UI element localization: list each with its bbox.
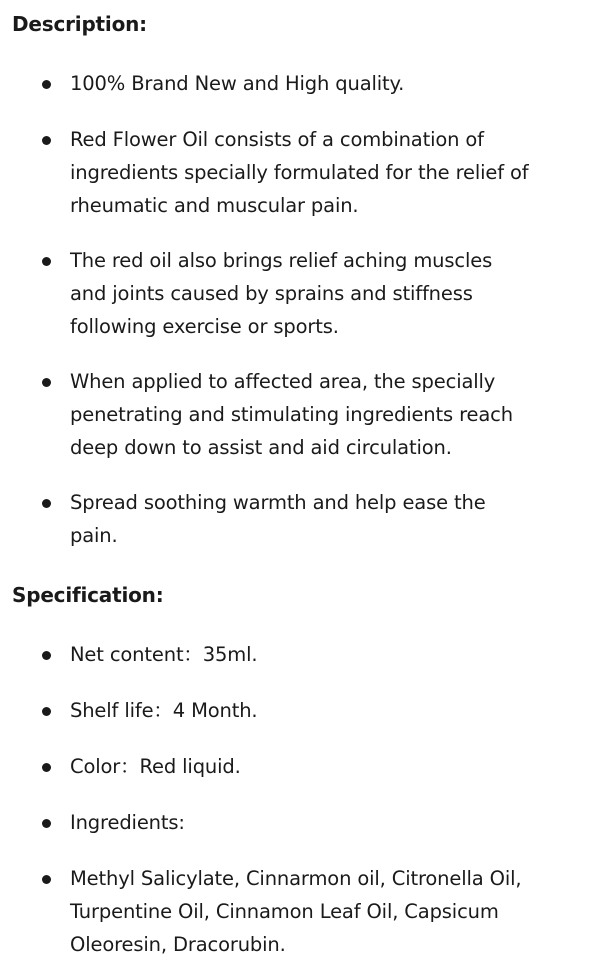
bullet-icon <box>42 136 51 145</box>
item-line: deep down to assist and aid circulation. <box>70 436 452 459</box>
item-line: penetrating and stimulating ingredients reach <box>70 403 513 426</box>
item-line: When applied to affected area, the specially <box>70 370 496 393</box>
item-text <box>70 244 582 343</box>
bullet-icon <box>42 378 51 387</box>
item-text <box>70 67 582 100</box>
item-line: Red Flower Oil consists of a combination of <box>70 128 484 151</box>
item-text <box>70 638 582 671</box>
bullet-icon <box>42 707 51 716</box>
bullet-icon <box>42 257 51 266</box>
bullet-icon <box>42 875 51 884</box>
item-text <box>70 806 582 839</box>
item-text <box>70 486 582 552</box>
item-line: Spread soothing warmth and help ease the <box>70 491 486 514</box>
item-text <box>70 365 582 464</box>
item-text <box>70 862 582 961</box>
item-line: Shelf life：4 Month. <box>70 699 258 722</box>
item-line: pain. <box>70 524 118 547</box>
item-line: Methyl Salicylate, Cinnarmon oil, Citronella Oil, <box>70 867 522 890</box>
item-line: Oleoresin, Dracorubin. <box>70 933 286 956</box>
description-heading: Description: <box>12 12 147 36</box>
item-line: following exercise or sports. <box>70 315 339 338</box>
item-line: Color：Red liquid. <box>70 755 241 778</box>
item-line: The red oil also brings relief aching muscles <box>70 249 493 272</box>
item-line: Net content：35ml. <box>70 643 258 666</box>
item-text <box>70 750 582 783</box>
bullet-icon <box>42 763 51 772</box>
item-line: Ingredients: <box>70 811 185 834</box>
item-line: and joints caused by sprains and stiffness <box>70 282 473 305</box>
specification-heading: Specification: <box>12 583 164 607</box>
bullet-icon <box>42 499 51 508</box>
bullet-icon <box>42 819 51 828</box>
bullet-icon <box>42 651 51 660</box>
item-line: Turpentine Oil, Cinnamon Leaf Oil, Capsicum <box>70 900 499 923</box>
item-line: rheumatic and muscular pain. <box>70 194 359 217</box>
item-text <box>70 123 582 222</box>
bullet-icon <box>42 80 51 89</box>
item-line: ingredients specially formulated for the relief of <box>70 161 529 184</box>
item-line: 100% Brand New and High quality. <box>70 72 405 95</box>
item-text <box>70 694 582 727</box>
